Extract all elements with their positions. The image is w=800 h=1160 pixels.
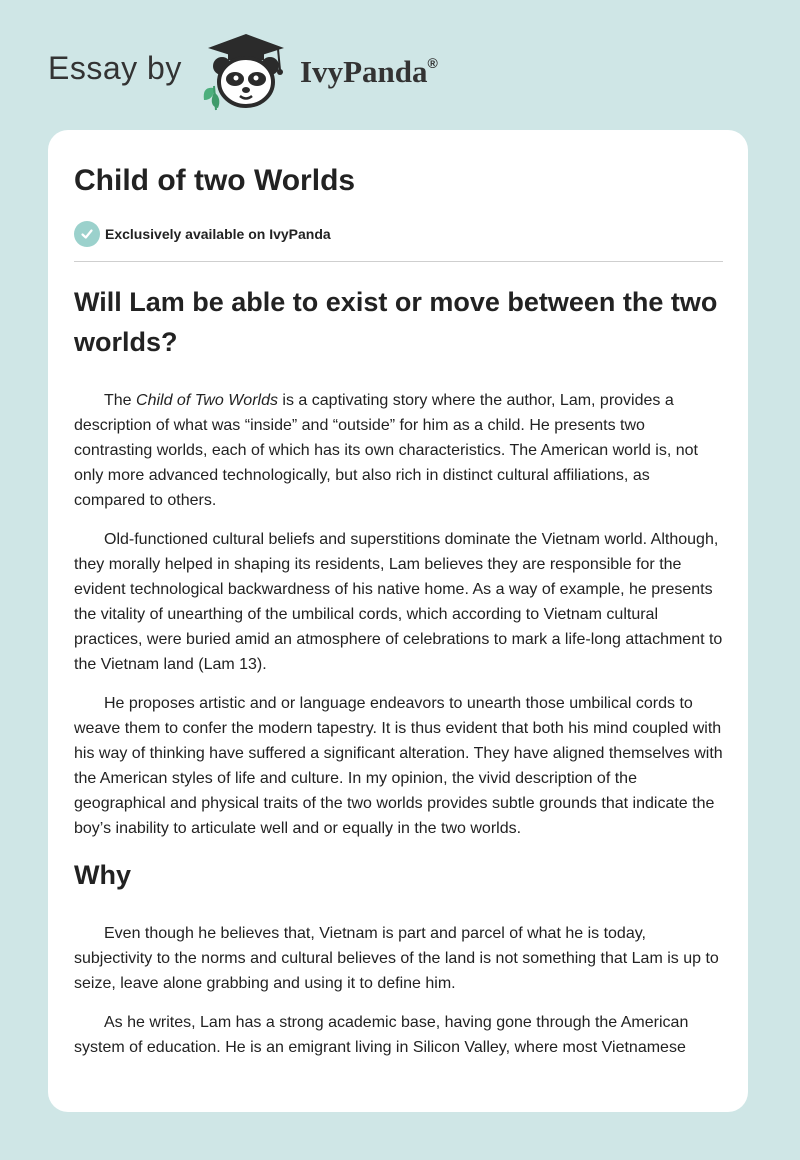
paragraph: Old-functioned cultural beliefs and superstitions dominate the Vietnam world. Although, they morally helped in shaping its residents, Lam believes they are responsible for the evident technological backwardness of his native home. As a way of example, he presents the vitality of unearthing of the umbilical cords, which according to Vietnam cultural practices, were buried amid an atmosphere of celebrations to mark a life-long attachment to the Vietnam land (Lam 13). [74,531,723,673]
panda-graduate-icon [198,30,294,112]
check-icon [74,221,100,247]
essay-card [48,130,748,1112]
work-title: Child of Two Worlds [136,392,278,409]
essay-by-label: Essay by [48,50,182,86]
section-heading: Will Lam be able to exist or move between the two worlds? [74,287,718,357]
exclusive-badge [74,221,331,247]
paragraph: The Child of Two Worlds is a captivating story where the author, Lam, provides a description of what was “inside” and “outside” for him as a child. He presents two contrasting worlds, each of which has its own characteristics. The American world is, not only more advanced technologically, but also rich in distinct cultural affiliations, as compared to others. [74,392,698,509]
paragraph: As he writes, Lam has a strong academic base, having gone through the American system of education. He is an emigrant living in Silicon Valley, where most Vietnamese [74,1014,689,1056]
page-title: Child of two Worlds [74,164,356,197]
brand-name: IvyPanda® [300,54,438,89]
paragraph: He proposes artistic and or language endeavors to unearth those umbilical cords to weave them to confer the modern tapestry. It is thus evident that both his mind coupled with his way of thinking have suffered a significant alteration. They have aligned themselves with the American styles of life and culture. In my opinion, the vivid description of the geographical and physical traits of the two worlds provides subtle grounds that indicate the boy’s inability to articulate well and or equally in the two worlds. [74,695,723,837]
exclusive-badge-label: Exclusively available on IvyPanda [105,226,331,242]
site-header [0,0,800,130]
section-heading: Why [74,860,131,890]
paragraph: Even though he believes that, Vietnam is part and parcel of what he is today, subjectivity to the norms and cultural believes of the land is not something that Lam is up to seize, leave alone grabbing and using it to define him. [74,925,719,992]
essay-body [74,280,724,1060]
title-divider [74,261,723,262]
